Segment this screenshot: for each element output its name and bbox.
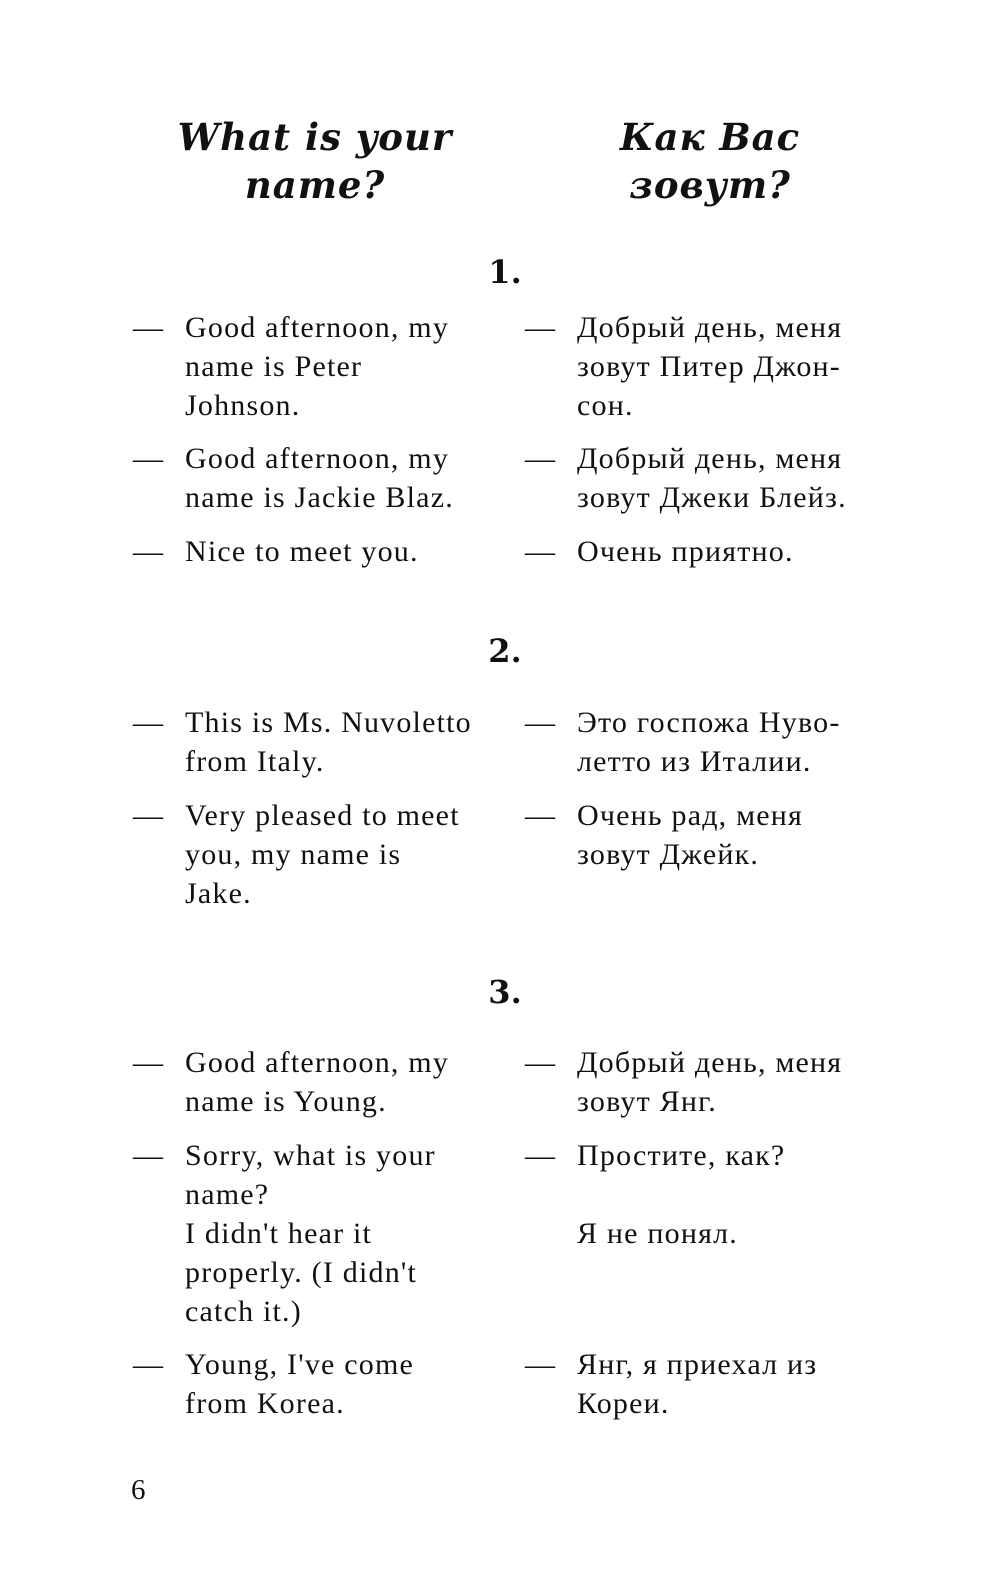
- dialogue-dash: —: [525, 311, 555, 344]
- russian-line: Добрый день, меня зовут Джеки Блейз.: [577, 442, 847, 514]
- section-number: 1.: [488, 253, 522, 291]
- english-line: Young, I've come from Korea.: [185, 1348, 415, 1420]
- russian-line: Очень рад, меня зовут Джейк.: [577, 799, 804, 871]
- english-line: Very pleased to meet you, my name is Jake.: [185, 799, 460, 910]
- english-line: I didn't hear it properly. (I didn't catch it.): [185, 1217, 418, 1328]
- english-line: Nice to meet you.: [185, 535, 419, 568]
- russian-line: Янг, я приехал из Кореи.: [577, 1348, 818, 1420]
- dialogue-dash: —: [133, 1348, 163, 1381]
- dialogue-dash: —: [525, 706, 555, 739]
- dialogue-dash: —: [133, 1046, 163, 1079]
- dialogue-dash: —: [133, 706, 163, 739]
- english-line: This is Ms. Nuvoletto from Italy.: [185, 706, 472, 778]
- russian-line: Я не понял.: [577, 1217, 738, 1250]
- title-russian: Как Вас зовут?: [619, 115, 801, 207]
- section-number: 3.: [488, 973, 522, 1011]
- dialogue-dash: —: [133, 442, 163, 475]
- dialogue-dash: —: [133, 799, 163, 832]
- dialogue-dash: —: [133, 535, 163, 568]
- dialogue-dash: —: [525, 1046, 555, 1079]
- section-number: 2.: [488, 632, 522, 670]
- dialogue-dash: —: [133, 311, 163, 344]
- dialogue-dash: —: [133, 1139, 163, 1172]
- russian-line: Добрый день, меня зовут Янг.: [577, 1046, 843, 1118]
- english-line: Sorry, what is your name?: [185, 1139, 436, 1211]
- title-english: What is your name?: [177, 115, 453, 207]
- dialogue-dash: —: [525, 442, 555, 475]
- dialogue-dash: —: [525, 535, 555, 568]
- russian-line: Простите, как?: [577, 1139, 786, 1172]
- english-line: Good afternoon, my name is Peter Johnson.: [185, 311, 450, 422]
- page-number: 6: [131, 1474, 146, 1506]
- english-line: Good afternoon, my name is Jackie Blaz.: [185, 442, 454, 514]
- russian-line: Очень приятно.: [577, 535, 794, 568]
- dialogue-dash: —: [525, 1139, 555, 1172]
- dialogue-dash: —: [525, 1348, 555, 1381]
- russian-line: Добрый день, меня зовут Питер Джон- сон.: [577, 311, 843, 422]
- english-line: Good afternoon, my name is Young.: [185, 1046, 450, 1118]
- dialogue-dash: —: [525, 799, 555, 832]
- russian-line: Это госпожа Нуво- летто из Италии.: [577, 706, 841, 778]
